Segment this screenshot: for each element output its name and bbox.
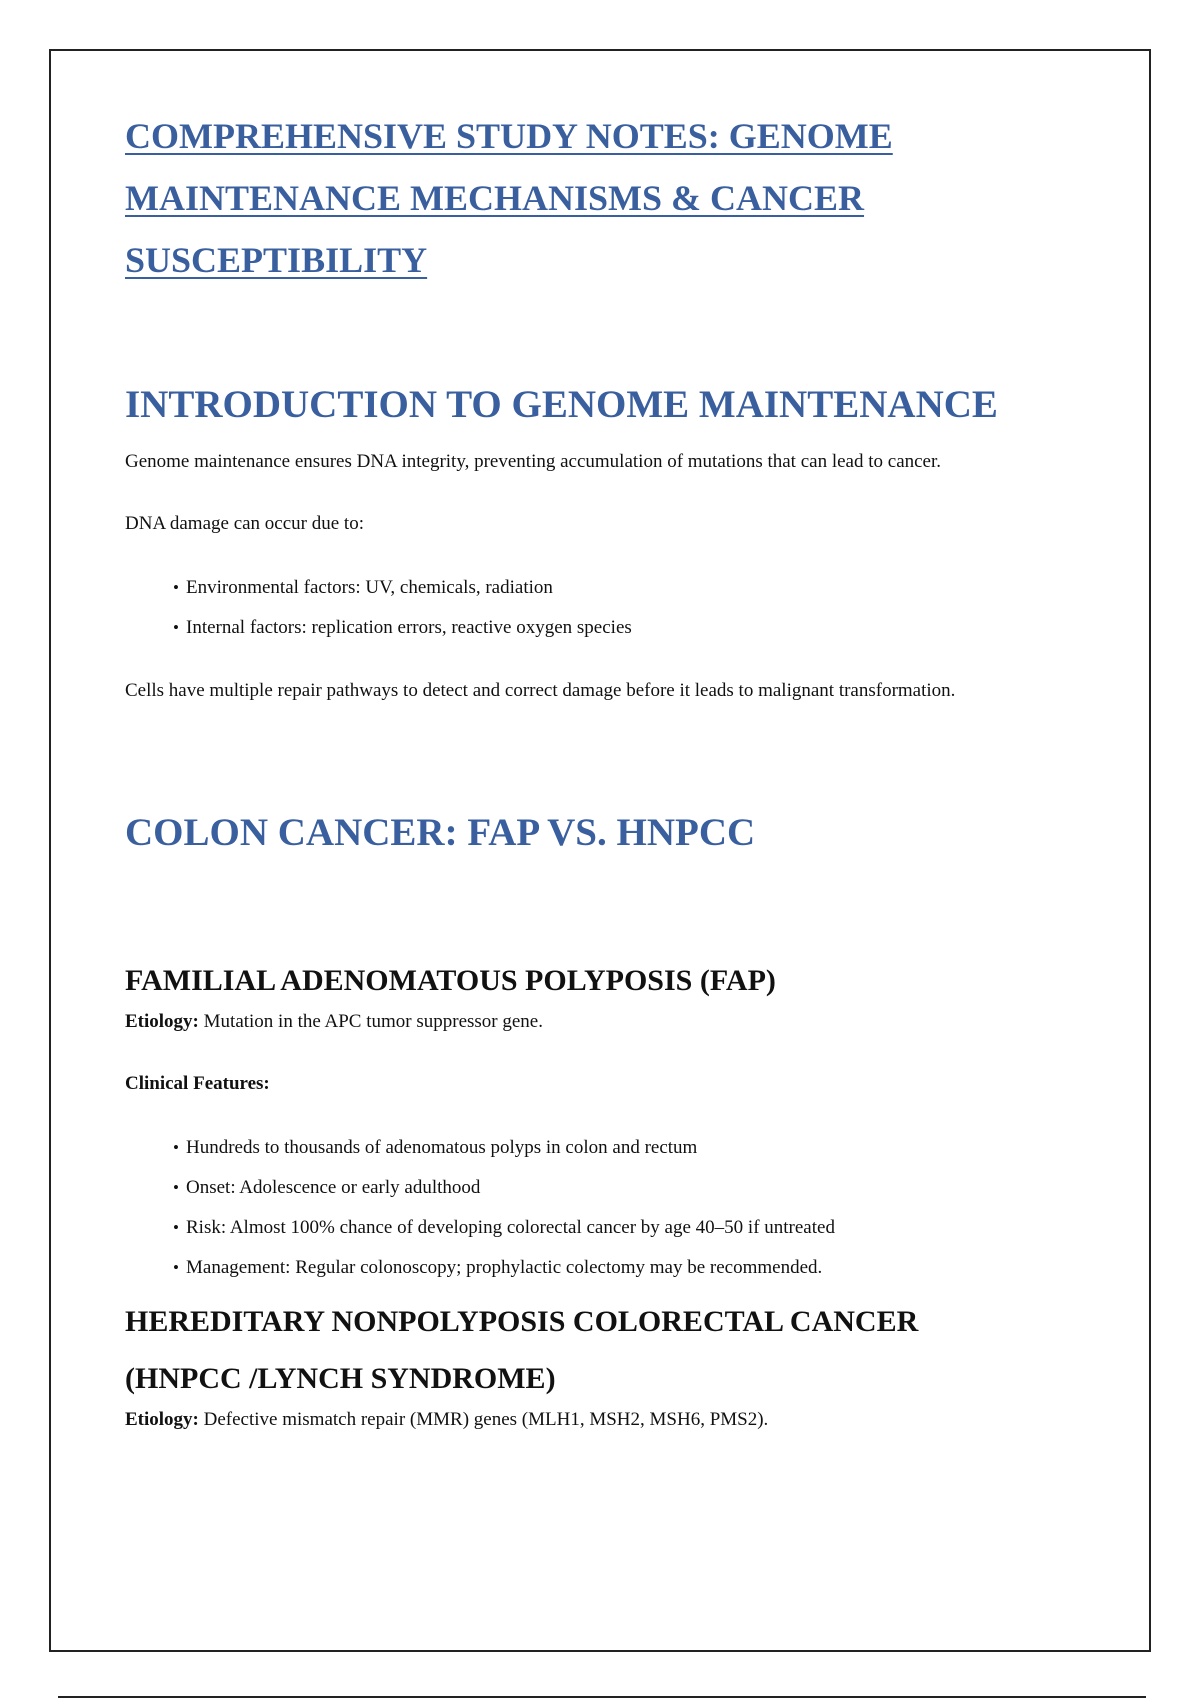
bullet-icon: • bbox=[173, 1218, 179, 1237]
intro-paragraph-2: DNA damage can occur due to: bbox=[125, 513, 364, 534]
list-item bbox=[173, 575, 1085, 601]
intro-heading: INTRODUCTION TO GENOME MAINTENANCE bbox=[125, 383, 998, 426]
list-item bbox=[173, 1215, 1085, 1241]
hnpcc-heading: HEREDITARY NONPOLYPOSIS COLORECTAL CANCER (HNPCC /LYNCH SYNDROME) bbox=[125, 1305, 919, 1395]
etiology-label: Etiology: bbox=[125, 1409, 199, 1430]
document-title: COMPREHENSIVE STUDY NOTES: GENOME MAINTENANCE MECHANISMS & CANCER SUSCEPTIBILITY bbox=[125, 116, 893, 280]
damage-factor-list bbox=[125, 575, 1085, 641]
bullet-icon: • bbox=[173, 1138, 179, 1157]
list-item-text: Risk: Almost 100% chance of developing colorectal cancer by age 40–50 if untreated bbox=[186, 1217, 835, 1238]
list-item-text: Internal factors: replication errors, reactive oxygen species bbox=[186, 617, 632, 638]
list-item bbox=[173, 1175, 1085, 1201]
fap-heading: FAMILIAL ADENOMATOUS POLYPOSIS (FAP) bbox=[125, 964, 776, 997]
list-item bbox=[173, 1255, 1085, 1281]
etiology-text: Defective mismatch repair (MMR) genes (MLH1, MSH2, MSH6, PMS2). bbox=[198, 1409, 769, 1430]
fap-etiology bbox=[125, 1009, 1085, 1035]
list-item-text: Environmental factors: UV, chemicals, radiation bbox=[186, 577, 553, 598]
bullet-icon: • bbox=[173, 578, 179, 597]
list-item-text: Onset: Adolescence or early adulthood bbox=[186, 1177, 481, 1198]
clinical-features-label: Clinical Features: bbox=[125, 1073, 270, 1094]
intro-paragraph-1: Genome maintenance ensures DNA integrity, preventing accumulation of mutations that can lead to cancer. bbox=[125, 451, 942, 472]
colon-cancer-heading: COLON CANCER: FAP VS. HNPCC bbox=[125, 811, 756, 854]
fap-features-label bbox=[125, 1071, 1085, 1097]
list-item-text: Hundreds to thousands of adenomatous polyps in colon and rectum bbox=[186, 1137, 698, 1158]
bullet-icon: • bbox=[173, 618, 179, 637]
hnpcc-etiology bbox=[125, 1407, 1085, 1433]
bullet-icon: • bbox=[173, 1258, 179, 1277]
etiology-label: Etiology: bbox=[125, 1011, 199, 1032]
list-item bbox=[173, 1135, 1085, 1161]
document-content bbox=[125, 105, 1085, 1433]
footer-rule bbox=[58, 1696, 1146, 1698]
etiology-text: Mutation in the APC tumor suppressor gene. bbox=[198, 1011, 543, 1032]
intro-paragraph-3: Cells have multiple repair pathways to detect and correct damage before it leads to malignant transformation. bbox=[125, 680, 956, 701]
bullet-icon: • bbox=[173, 1178, 179, 1197]
list-item-text: Management: Regular colonoscopy; prophylactic colectomy may be recommended. bbox=[186, 1257, 823, 1278]
list-item bbox=[173, 615, 1085, 641]
fap-feature-list bbox=[125, 1135, 1085, 1281]
